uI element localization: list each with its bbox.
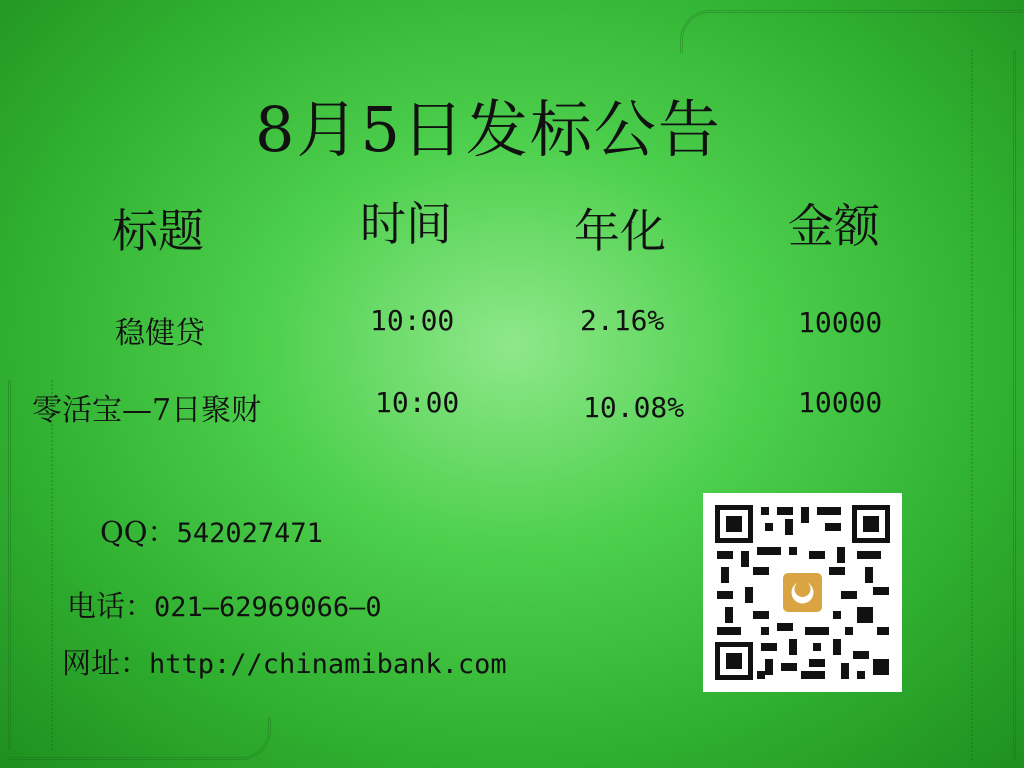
header-rate: 年化 (574, 204, 666, 258)
header-amount: 金额 (788, 199, 880, 253)
ornament-border-left (8, 380, 53, 750)
row-2-title: 零活宝—7日聚财 (32, 393, 262, 428)
qq-value: 542027471 (176, 518, 323, 549)
site-value[interactable]: http://chinamibank.com (149, 649, 507, 680)
row-2-rate: 10.08% (583, 391, 685, 424)
phone-label: 电话： (67, 589, 155, 623)
row-2-time: 10:00 (375, 386, 460, 419)
contact-website (62, 641, 507, 682)
row-1-rate: 2.16% (580, 304, 665, 337)
ornament-border-top (680, 10, 1023, 53)
contact-qq (100, 510, 323, 551)
qr-code-graphic (715, 505, 890, 680)
row-1-time: 10:00 (370, 304, 455, 337)
header-time: 时间 (360, 197, 452, 251)
qr-code (703, 493, 902, 692)
contact-phone (67, 584, 382, 625)
ornament-border-right (971, 50, 1016, 760)
site-label: 网址： (62, 646, 150, 680)
phone-value: 021—62969066—0 (154, 592, 382, 623)
qq-label: QQ： (100, 515, 177, 549)
ornament-border-bottom (8, 717, 271, 760)
row-2-amount: 10000 (798, 386, 883, 419)
row-1-amount: 10000 (798, 306, 883, 339)
row-1-title: 稳健贷 (115, 316, 205, 351)
poster-title: 8月5日发标公告 (255, 93, 722, 166)
header-title: 标题 (112, 204, 204, 258)
